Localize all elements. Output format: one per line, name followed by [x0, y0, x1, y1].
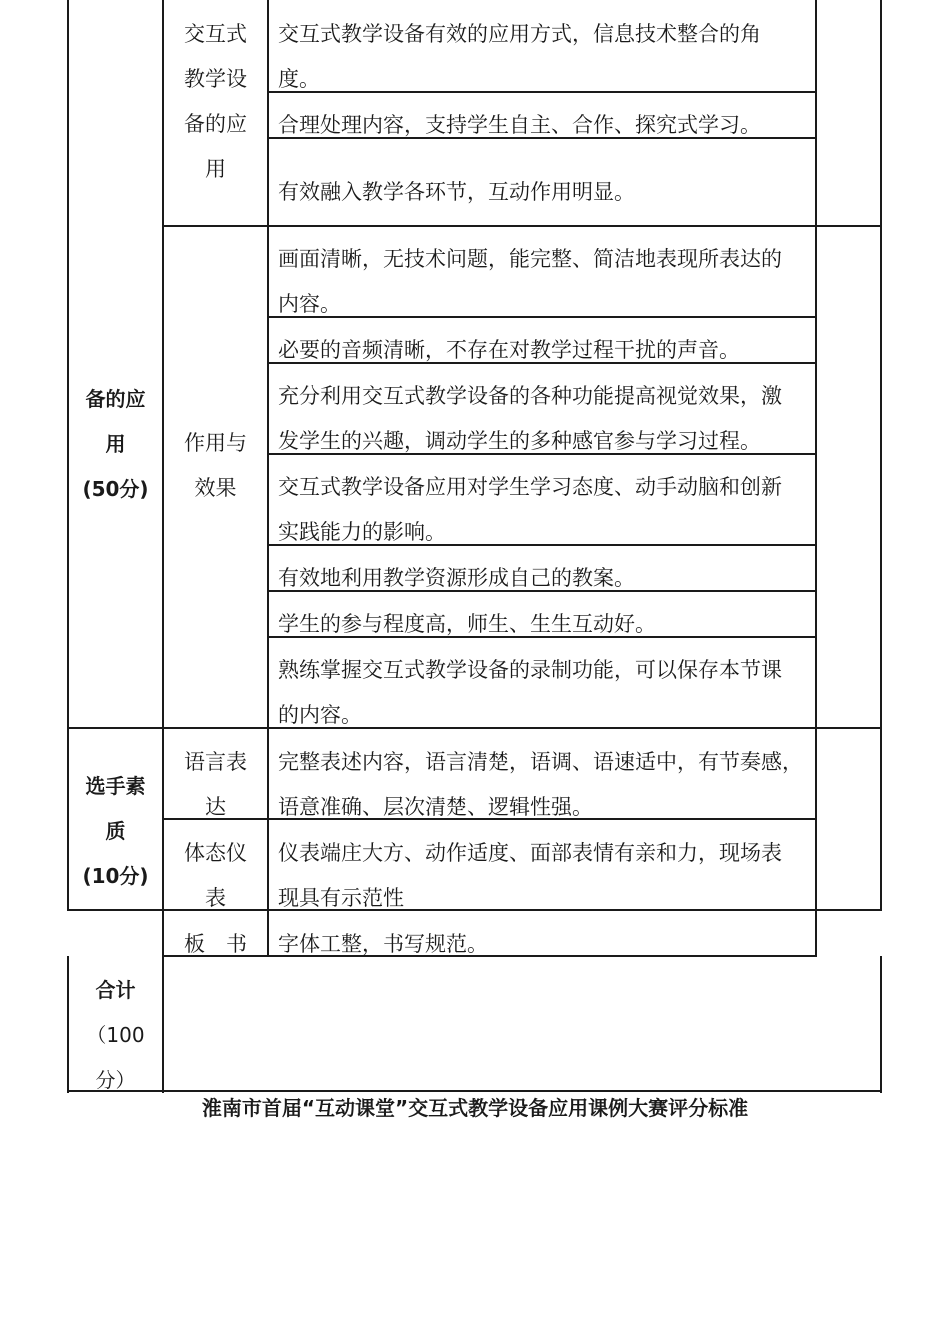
subcategory-application [164, 12, 267, 192]
subcategory-language [164, 740, 267, 830]
category-label: 用 [105, 432, 126, 456]
subcategory-label: 用 [205, 157, 226, 181]
total-label [69, 968, 162, 1103]
section-divider [67, 727, 882, 729]
subcategory-board-writing: 板 书 [184, 932, 247, 956]
table-divider-subcategory [267, 0, 269, 957]
subcategory-label: 效果 [194, 476, 237, 500]
total-label-line: （100 [86, 1023, 145, 1047]
table-divider-score [815, 0, 817, 957]
table-border-bottom [67, 1090, 882, 1092]
subcategory-label: 体态仪 [184, 841, 247, 865]
criterion-text: 画面清晰，无技术问题，能完整、简洁地表现所表达的 [278, 247, 782, 271]
subcategory-label: 达 [205, 795, 226, 819]
criterion-text: 熟练掌握交互式教学设备的录制功能，可以保存本节课 [278, 658, 782, 682]
criterion-text: 度。 [278, 67, 320, 91]
table-border-right-total [880, 956, 882, 1093]
criterion-text: 完整表述内容，语言清楚，语调、语速适中，有节奏感， [278, 750, 803, 774]
subcategory-label: 交互式 [184, 22, 247, 46]
category-label: 质 [105, 819, 126, 843]
table-border-right [880, 0, 882, 911]
category-label: 选手素 [85, 774, 146, 798]
total-label-line: 分） [95, 1068, 136, 1092]
criterion-text: 语意准确、层次清楚、逻辑性强。 [278, 795, 593, 819]
criterion-text: 内容。 [278, 292, 341, 316]
criterion-text: 有效融入教学各环节，互动作用明显。 [278, 180, 635, 204]
subcategory-label: 作用与 [184, 431, 247, 455]
criterion-text: 发学生的兴趣，调动学生的多种感官参与学习过程。 [278, 429, 761, 453]
criterion-text: 有效地利用教学资源形成自己的教案。 [278, 566, 635, 590]
table-divider-total [162, 956, 164, 1093]
criterion-text: 现具有示范性 [278, 886, 404, 910]
criterion-text: 仪表端庄大方、动作适度、面部表情有亲和力，现场表 [278, 841, 782, 865]
subcategory-effect [164, 421, 267, 511]
total-label-line: 合计 [95, 978, 136, 1002]
category-points: (10分) [82, 864, 149, 888]
subcategory-label: 表 [205, 886, 226, 910]
row-divider [267, 91, 817, 93]
criterion-text: 交互式教学设备有效的应用方式，信息技术整合的角 [278, 22, 761, 46]
criterion-text: 合理处理内容，支持学生自主、合作、探究式学习。 [278, 113, 761, 137]
row-divider [162, 225, 882, 227]
category-contestant-quality [69, 764, 162, 899]
criterion-text: 的内容。 [278, 703, 362, 727]
subcategory-label: 语言表 [184, 750, 247, 774]
criterion-text: 必要的音频清晰，不存在对教学过程干扰的声音。 [278, 338, 740, 362]
criterion-text: 实践能力的影响。 [278, 520, 446, 544]
criterion-text: 交互式教学设备应用对学生学习态度、动手动脑和创新 [278, 475, 782, 499]
row-divider [267, 316, 817, 318]
category-device-application [69, 377, 162, 512]
subcategory-posture [164, 831, 267, 921]
subcategory-label: 教学设 [184, 67, 247, 91]
criterion-text: 充分利用交互式教学设备的各种功能提高视觉效果，激 [278, 384, 782, 408]
criterion-text: 字体工整，书写规范。 [278, 932, 488, 956]
document-title: 淮南市首届“互动课堂”交互式教学设备应用课例大赛评分标准 [201, 1096, 749, 1120]
category-points: (50分) [82, 477, 149, 501]
criterion-text: 学生的参与程度高，师生、生生互动好。 [278, 612, 656, 636]
category-label: 备的应 [85, 387, 146, 411]
subcategory-label: 备的应 [184, 112, 247, 136]
